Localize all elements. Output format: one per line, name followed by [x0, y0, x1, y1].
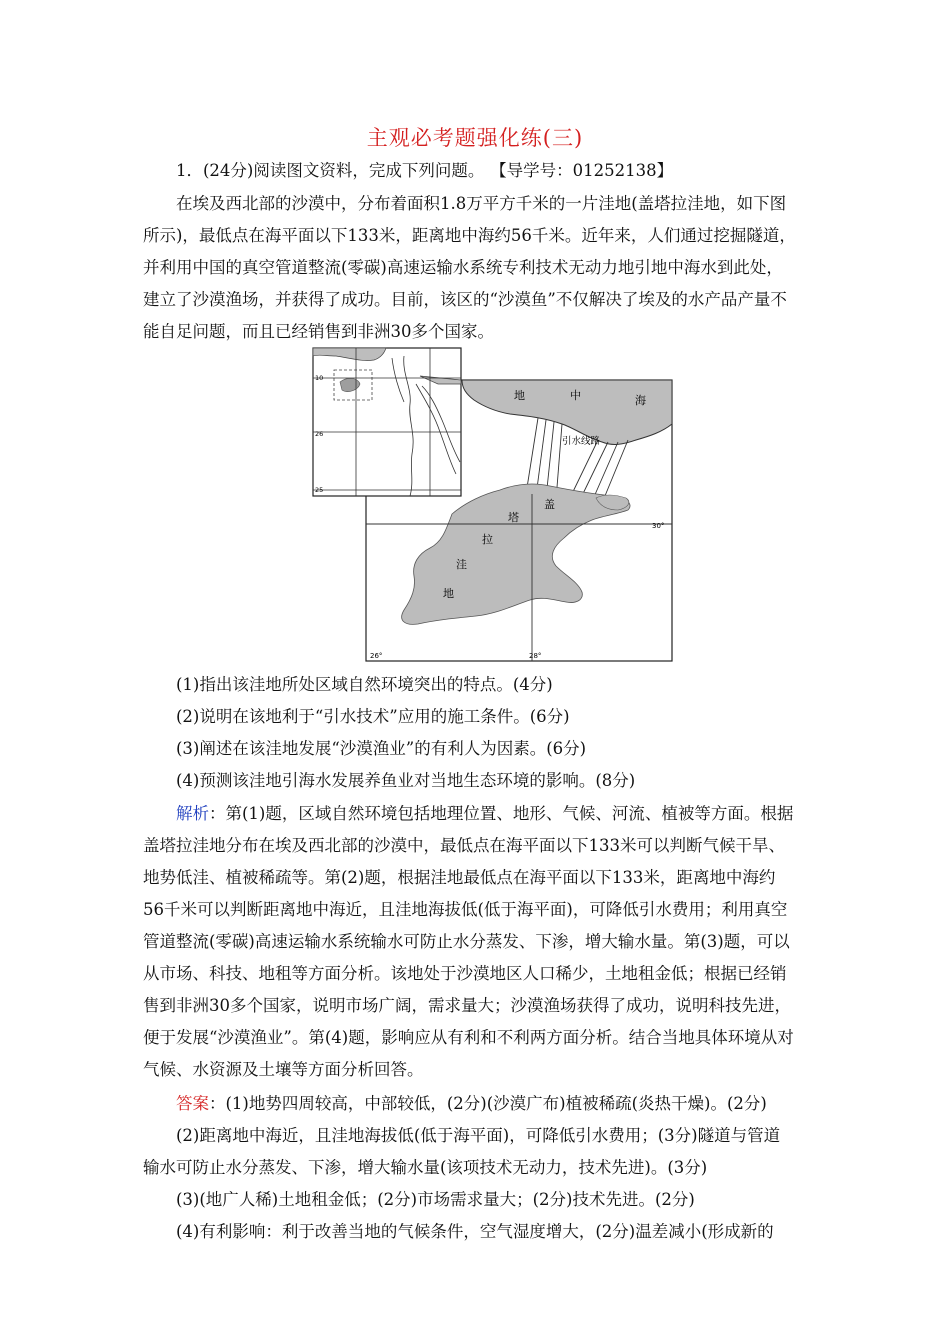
analysis-line: 售到非洲30多个国家，说明市场广阔，需求量大；沙漠渔场获得了成功，说明科技先进，: [143, 996, 791, 1015]
depression-map: [300, 344, 680, 666]
paragraph-line: 在埃及西北部的沙漠中，分布着面积1.8万平方千米的一片洼地(盖塔拉洼地，如下图: [176, 194, 787, 213]
lat-label: 30°: [652, 522, 665, 530]
paragraph-line: 并利用中国的真空管道整流(零碳)高速运输水系统专利技术无动力地引地中海水到此处，: [143, 258, 783, 277]
lon-label: 26°: [370, 652, 383, 660]
paragraph-line: 能自足问题，而且已经销售到非洲30多个国家。: [143, 322, 494, 341]
depression-label-char: 塔: [508, 511, 519, 524]
analysis-line: 从市场、科技、地租等方面分析。该地处于沙漠地区人口稀少，土地租金低；根据已经销: [143, 964, 787, 983]
answer-line: (4)有利影响：利于改善当地的气候条件，空气湿度增大，(2分)温差减小(形成新的: [176, 1222, 774, 1241]
lon-label: 28°: [529, 652, 542, 660]
analysis-line: 盖塔拉洼地分布在埃及西北部的沙漠中，最低点在海平面以下133米可以判断气候干旱、: [143, 836, 785, 855]
inset-tick: 26: [315, 430, 324, 438]
answer-line: (3)(地广人稀)土地租金低；(2分)市场需求量大；(2分)技术先进。(2分): [176, 1190, 695, 1209]
analysis-line: 地势低洼、植被稀疏等。第(2)题，根据洼地最低点在海平面以下133米，距离地中海约: [143, 868, 776, 887]
question-header: [176, 160, 673, 182]
subquestion: (3)阐述在该洼地发展“沙漠渔业”的有利人为因素。(6分): [176, 739, 587, 758]
subquestion: (1)指出该洼地所处区域自然环境突出的特点。(4分): [176, 675, 553, 694]
analysis-line: 气候、水资源及土壤等方面分析回答。: [143, 1060, 424, 1079]
analysis-line: 便于发展“沙漠渔业”。第(4)题，影响应从有利和不利两方面分析。结合当地具体环境从对: [143, 1028, 794, 1047]
question-stem: 1．(24分)阅读图文资料，完成下列问题。: [176, 161, 485, 180]
subquestion: (4)预测该洼地引海水发展养鱼业对当地生态环境的影响。(8分): [176, 771, 636, 790]
analysis-line: 解析：第(1)题，区域自然环境包括地理位置、地形、气候、河流、植被等方面。根据: [176, 804, 794, 823]
inset-tick: 10: [315, 374, 324, 382]
depression-label-char: 洼: [456, 558, 467, 571]
page-title: 主观必考题强化练(三): [366, 126, 584, 150]
sea-label-char: 地: [514, 389, 525, 402]
analysis-label: 解析: [176, 804, 209, 823]
depression-label-char: 地: [443, 587, 454, 600]
answer-line: 答案：(1)地势四周较高，中部较低，(2分)(沙漠广布)植被稀疏(炎热干燥)。(2分): [176, 1094, 767, 1113]
guide-number: 【导学号：01252138】: [498, 161, 674, 180]
sea-label-char: 中: [570, 389, 581, 402]
analysis-line: 管道整流(零碳)高速运输水系统输水可防止水分蒸发、下渗，增大输水量。第(3)题，可以: [143, 932, 790, 951]
depression-label-char: 拉: [482, 533, 493, 546]
sea-label-char: 海: [635, 394, 646, 407]
paragraph-line: 所示)，最低点在海平面以下133米，距离地中海约56千米。近年来，人们通过挖掘隧道，: [143, 226, 796, 245]
subquestion: (2)说明在该地利于“引水技术”应用的施工条件。(6分): [176, 707, 570, 726]
route-label: 引水线路: [562, 436, 601, 447]
depression-label-char: 盖: [544, 498, 555, 511]
answer-label: 答案: [176, 1094, 209, 1113]
paragraph-line: 建立了沙漠渔场，并获得了成功。目前，该区的“沙漠鱼”不仅解决了埃及的水产品产量不: [143, 290, 787, 309]
answer-line: 输水可防止水分蒸发、下渗，增大输水量(该项技术无动力，技术先进)。(3分): [143, 1158, 708, 1177]
analysis-line: 56千米可以判断距离地中海近，且洼地海拔低(低于海平面)，可降低引水费用；利用真空: [143, 900, 788, 919]
answer-line: (2)距离地中海近，且洼地海拔低(低于海平面)，可降低引水费用；(3分)隧道与管道: [176, 1126, 781, 1145]
inset-tick: 25: [315, 486, 324, 494]
